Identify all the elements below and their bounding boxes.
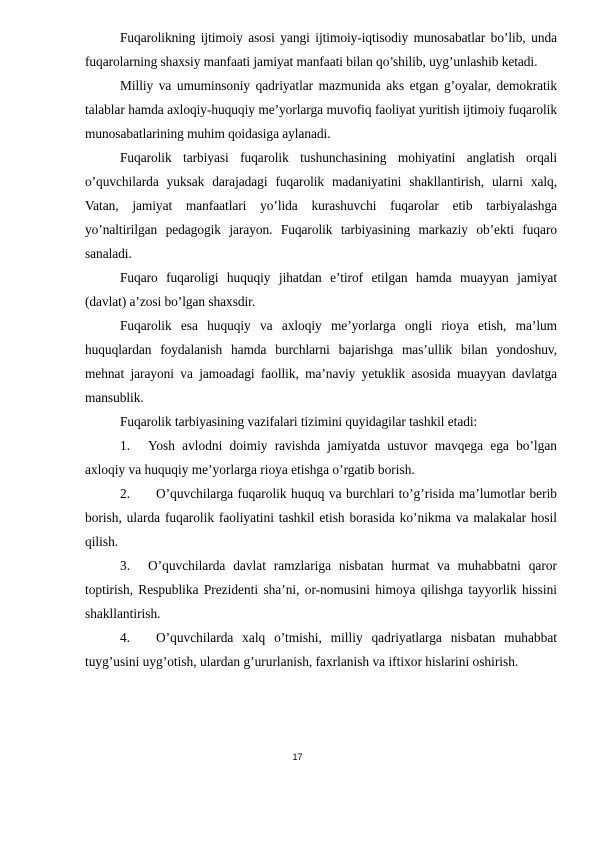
list-item bbox=[85, 626, 557, 674]
list-item-number: 4. bbox=[120, 630, 131, 645]
paragraph-values: Milliy va umuminsoniy qadriyatlar mazmunida aks etgan g’oyalar, demokratik talablar hamda axloqiy-huquqiy me’yorlarga muvofiq faoliyat yuritish ijtimoiy fuqarolik munosabatlarining muhim qoidasiga aylanadi. bbox=[85, 78, 557, 141]
list-item-number: 1. bbox=[120, 438, 131, 453]
paragraph-civic-education: Fuqarolik tarbiyasi fuqarolik tushunchasining mohiyatini anglatish orqali o’quvchilarda yuksak darajadagi fuqarolik madaniyatini shakllantirish, ularni xalq, Vatan, jamiyat manfaatlari yo’lida kurashuvchi fuqarolar etib tarbiyalashga yo’naltirilgan pedagogik jarayon. Fuqarolik tarbiyasining markaziy ob’ekti fuqaro sanaladi. bbox=[85, 150, 557, 261]
list-item-text: Yosh avlodni doimiy ravishda jamiyatda ustuvor mavqega ega bo’lgan axloqiy va huquqiy me’yorlarga rioya etishga o’rgatib borish. bbox=[85, 438, 557, 477]
list-item-number: 2. bbox=[120, 486, 131, 501]
paragraph-civic-basis: Fuqarolikning ijtimoiy asosi yangi ijtimoiy-iqtisodiy munosabatlar bo’lib, unda fuqarolarning shaxsiy manfaati jamiyat manfaati bilan qo’shilib, uyg’unlashib ketadi. bbox=[85, 30, 557, 69]
paragraph-tasks-intro: Fuqarolik tarbiyasining vazifalari tizimini quyidagilar tashkil etadi: bbox=[120, 414, 478, 429]
page-number: 17 bbox=[292, 752, 303, 762]
list-item-text: O’quvchilarda davlat ramzlariga nisbatan hurmat va muhabbatni qaror toptirish, Respublika Prezidenti sha’ni, or-nomusini himoya qilishga tayyorlik hissini shakllantirish. bbox=[85, 558, 557, 621]
list-item-number: 3. bbox=[120, 558, 131, 573]
list-item-text: O’quvchilarda xalq o’tmishi, milliy qadriyatlarga nisbatan muhabbat tuyg’usini uyg’otish, ulardan g’ururlanish, faxrlanish va iftixor hislarini oshirish. bbox=[85, 630, 557, 669]
list-item bbox=[85, 434, 557, 482]
list-item bbox=[85, 554, 557, 626]
document-body bbox=[85, 26, 557, 674]
paragraph-citizen-definition: Fuqaro fuqaroligi huquqiy jihatdan e’tirof etilgan hamda muayyan jamiyat (davlat) a’zosi bo’lgan shaxsdir. bbox=[85, 270, 557, 309]
paragraph-citizenship-definition: Fuqarolik esa huquqiy va axloqiy me’yorlarga ongli rioya etish, ma’lum huquqlardan foydalanish hamda burchlarni bajarishga mas’ullik bilan yondoshuv, mehnat jarayoni va jamoadagi faollik, ma’naviy yetuklik asosida muayyan davlatga mansublik. bbox=[85, 318, 557, 405]
list-item bbox=[85, 482, 557, 554]
list-item-text: O’quvchilarga fuqarolik huquq va burchlari to’g’risida ma’lumotlar berib borish, ularda fuqarolik faoliyatini tashkil etish borasida ko’nikma va malakalar hosil qilish. bbox=[85, 486, 557, 549]
